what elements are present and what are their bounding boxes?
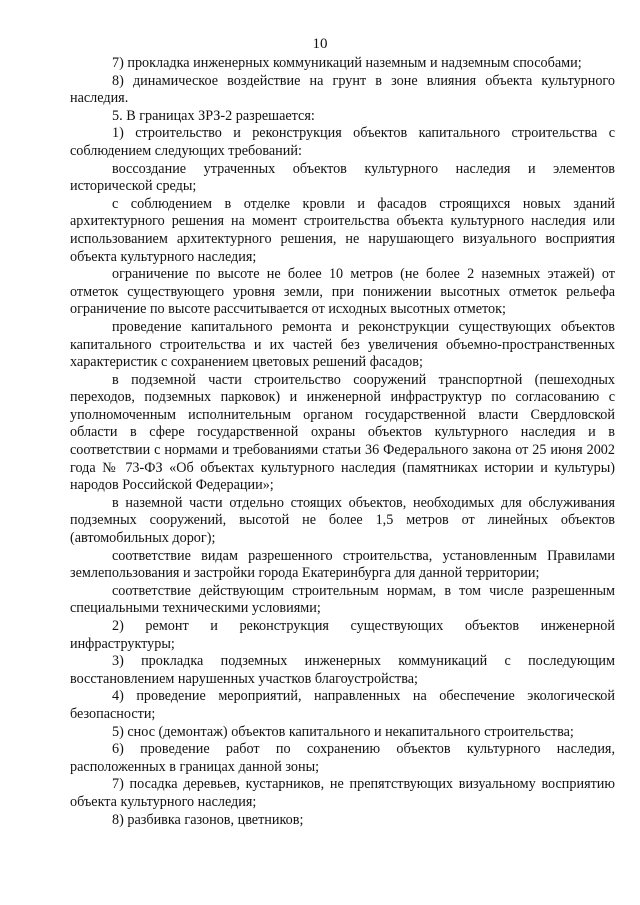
- paragraph-17: 6) проведение работ по сохранению объектов культурного наследия, расположенных в границах данной зоны;: [70, 741, 615, 775]
- paragraph-7: ограничение по высоте не более 10 метров (не более 2 наземных этажей) от отметок существующего уровня земли, при понижении высотных отметок рельефа ограничение по высоте рассчитывается от исходных высотных отметок;: [70, 266, 615, 318]
- paragraph-4: 1) строительство и реконструкция объектов капитального строительства с соблюдением следующих требований:: [70, 125, 615, 159]
- paragraph-8: проведение капитального ремонта и реконструкции существующих объектов капитального строительства и их частей без увеличения объемно-пространственных характеристик с сохранением цветовых решений фасадов;: [70, 318, 615, 371]
- paragraph-3: 5. В границах ЗРЗ-2 разрешается:: [112, 107, 315, 124]
- paragraph-12: соответствие действующим строительным нормам, в том числе разрешенным специальными техническими условиями;: [70, 582, 615, 617]
- paragraph-10: в наземной части отдельно стоящих объектов, необходимых для обслуживания подземных сооружений, высотой не более 1,5 метров от линейных объектов (автомобильных дорог);: [70, 494, 615, 547]
- document-body: [70, 55, 615, 829]
- paragraph-16: 5) снос (демонтаж) объектов капитального и некапитального строительства;: [112, 723, 574, 740]
- page-number: 10: [312, 36, 328, 52]
- paragraph-2: 8) динамическое воздействие на грунт в зоне влияния объекта культурного наследия.: [70, 72, 615, 107]
- paragraph-9: в подземной части строительство сооружений транспортной (пешеходных переходов, подземных парковок) и инженерной инфраструктур по согласованию с уполномоченным исполнительным органом государственной власти Свердловской области в сфере государственной охраны объектов культурного наследия и в соответствии с нормами и требованиями статьи 36 Федерального закона от 25 июня 2002 года № 73-ФЗ «Об объектах культурного наследия (памятниках истории и культуры) народов Российской Федерации»;: [70, 371, 615, 494]
- paragraph-15: 4) проведение мероприятий, направленных на обеспечение экологической безопасности;: [70, 688, 615, 722]
- paragraph-19: 8) разбивка газонов, цветников;: [112, 811, 304, 828]
- paragraph-6: с соблюдением в отделке кровли и фасадов строящихся новых зданий архитектурного решения на момент строительства объекта культурного наследия или использованием архитектурного решения, не нарушающего визуального восприятия объекта культурного наследия;: [70, 195, 615, 265]
- paragraph-14: 3) прокладка подземных инженерных коммуникаций с последующим восстановлением нарушенных участков благоустройства;: [70, 653, 615, 687]
- paragraph-1: 7) прокладка инженерных коммуникаций наземным и надземным способами;: [112, 55, 582, 71]
- paragraph-5: воссоздание утраченных объектов культурного наследия и элементов исторической среды;: [70, 160, 615, 195]
- paragraph-18: 7) посадка деревьев, кустарников, не препятствующих визуальному восприятию объекта культурного наследия;: [70, 776, 615, 810]
- paragraph-13: 2) ремонт и реконструкция существующих объектов инженерной инфраструктуры;: [70, 618, 615, 652]
- paragraph-11: соответствие видам разрешенного строительства, установленным Правилами землепользования и застройки города Екатеринбурга для данной территории;: [70, 547, 615, 582]
